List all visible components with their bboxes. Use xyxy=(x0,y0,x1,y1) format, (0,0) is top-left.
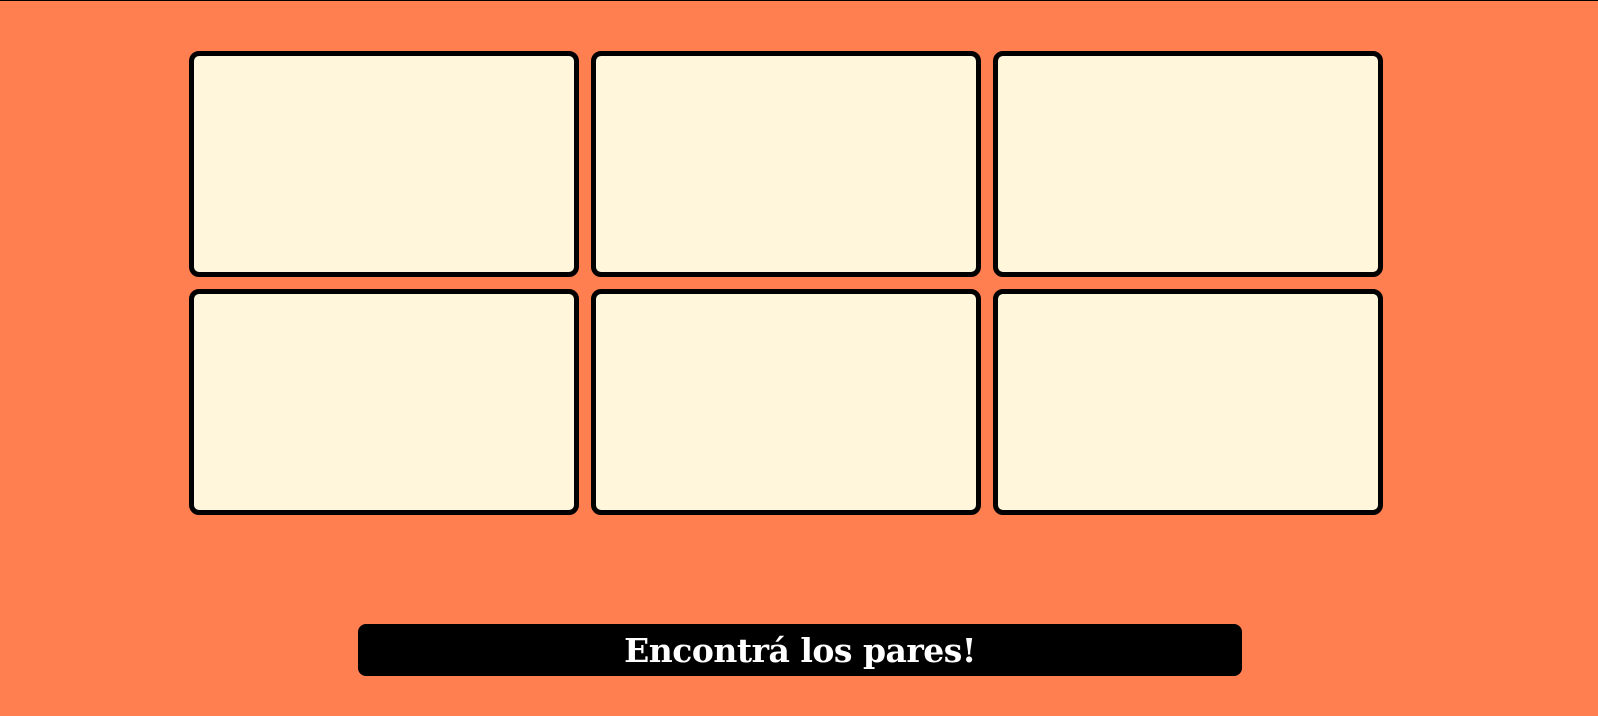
memory-card-5[interactable] xyxy=(591,289,981,515)
memory-card-4[interactable] xyxy=(189,289,579,515)
memory-card-3[interactable] xyxy=(993,51,1383,277)
instruction-banner xyxy=(358,624,1242,676)
memory-card-1[interactable] xyxy=(189,51,579,277)
memory-card-2[interactable] xyxy=(591,51,981,277)
instruction-text: Encontrá los pares! xyxy=(624,630,976,670)
memory-card-6[interactable] xyxy=(993,289,1383,515)
top-divider xyxy=(0,0,1598,1)
memory-card-grid xyxy=(189,51,1383,515)
